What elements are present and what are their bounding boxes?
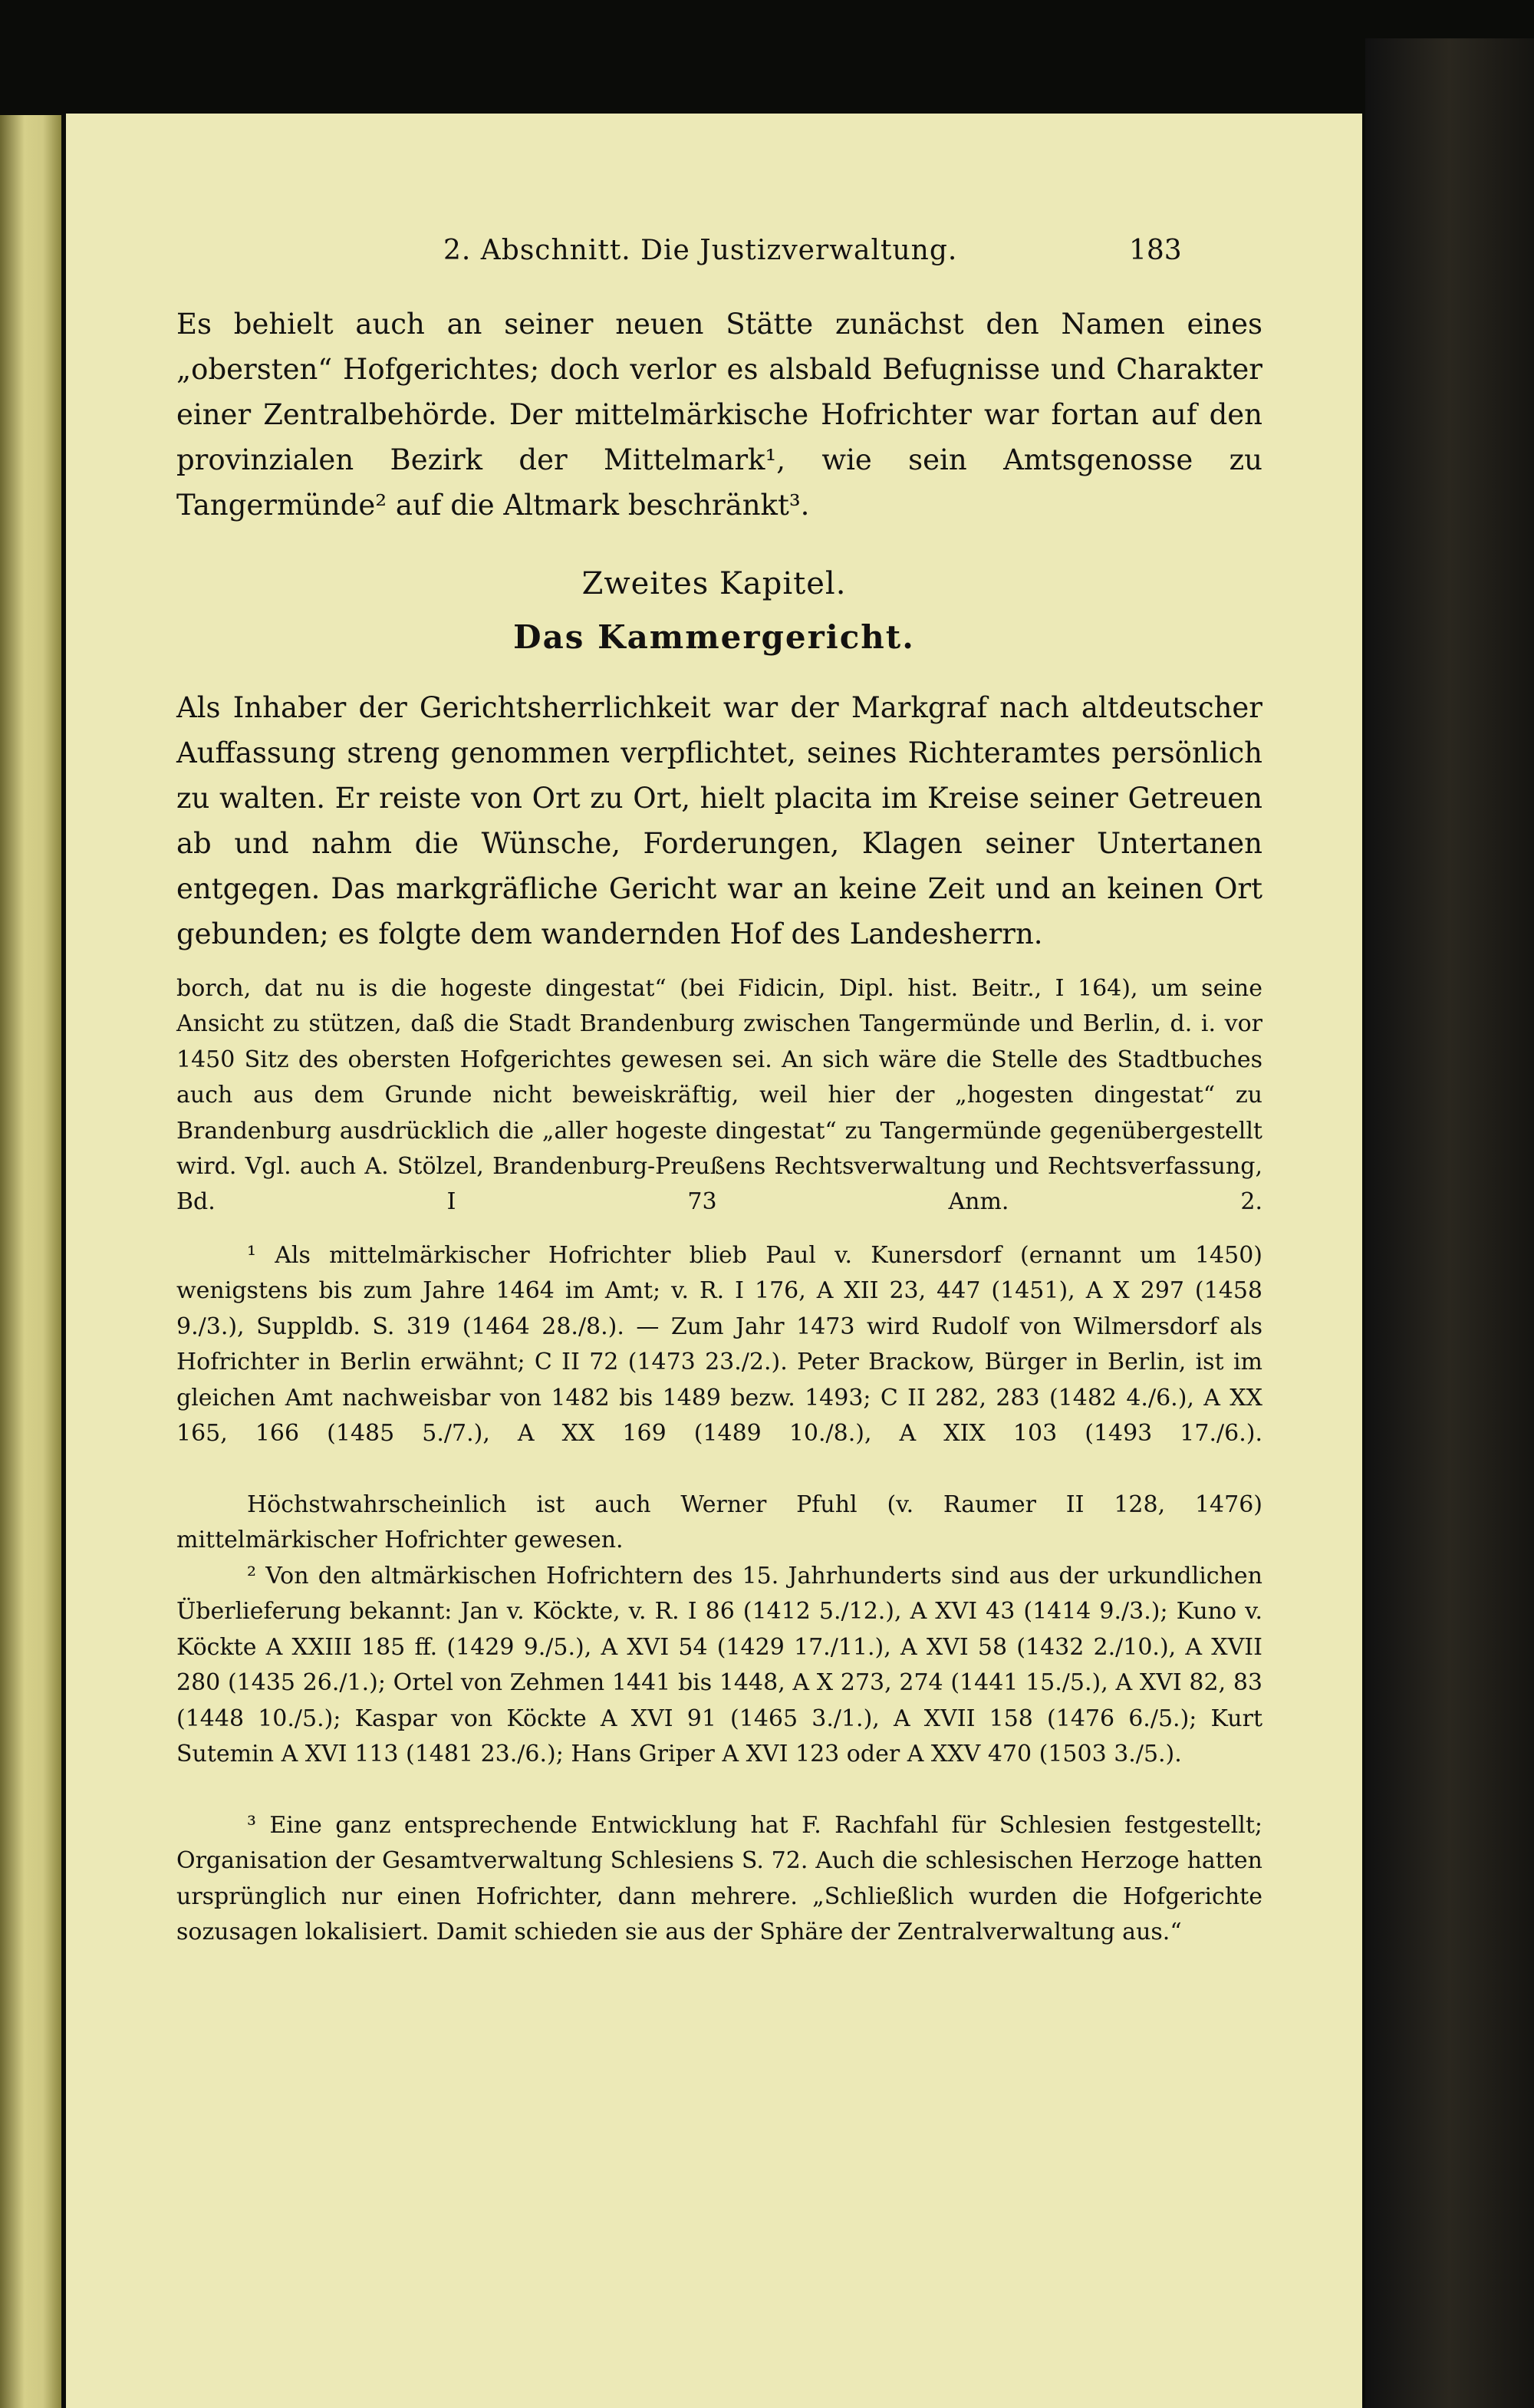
footnote-3: ³ Eine ganz entsprechende Entwicklung hat F. Rachfahl für Schlesien festgestellt; Organisation der Gesamtverwaltung Schlesiens S. 72. Auch die schlesischen Herzoge hatten ursprünglich nur einen Hofrichter, dann mehrere. „Schließlich wurden die Hofgerichte sozusagen lokalisiert. Damit schieden sie aus der Sphäre der Zentralverwaltung aus.“ xyxy=(176,1812,1262,1946)
book-binding xyxy=(1365,38,1534,2408)
running-head: 2. Abschnitt. Die Justizverwaltung. xyxy=(443,235,958,266)
section-title: Das Kammergericht. xyxy=(513,618,915,656)
book-left-page-edge xyxy=(0,115,61,2408)
footnote-2: ² Von den altmärkischen Hofrichtern des 15. Jahrhunderts sind aus der urkundlichen Überlieferung bekannt: Jan v. Köckte, v. R. I 86 (1412 5./12.), A XVI 43 (1414 9./3.); Kuno v. Köckte A XXIII 185 ff. (1429 9./5.), A XVI 54 (1429 17./11.), A XVI 58 (1432 2./10.), A XVII 280 (1435 26./1.); Ortel von Zehmen 1441 bis 1448, A X 273, 274 (1441 15./5.), A XVI 82, 83 (1448 10./5.); Kaspar von Köckte A XVI 91 (1465 3./1.), A XVII 158 (1476 6./5.); Kurt Sutemin A XVI 113 (1481 23./6.); Hans Griper A XVI 123 oder A XXV 470 (1503 3./5.). xyxy=(176,1563,1262,1768)
page-header xyxy=(66,235,1362,268)
intro-paragraph: Es behielt auch an seiner neuen Stätte zunächst den Namen eines „obersten“ Hofgerichtes; doch verlor es alsbald Befugnisse und Charakter einer Zentralbehörde. Der mittelmärkische Hofrichter war fortan auf den provinzialen Bezirk der Mittelmark¹, wie sein Amtsgenosse zu Tangermünde² auf die Altmark beschränkt³. xyxy=(176,308,1262,522)
chapter-heading: Zweites Kapitel. xyxy=(581,566,847,601)
page-number: 183 xyxy=(1129,235,1182,266)
book-page xyxy=(66,114,1362,2408)
footnote-continuation: borch, dat nu is die hogeste dingestat“ (bei Fidicin, Dipl. hist. Beitr., I 164), um seine Ansicht zu stützen, daß die Stadt Brandenburg zwischen Tangermünde und Berlin, d. i. vor 1450 Sitz des obersten Hofgerichtes gewesen sei. An sich wäre die Stelle des Stadtbuches auch aus dem Grunde nicht beweiskräftig, weil hier der „hogesten dingestat“ zu Brandenburg ausdrücklich die „aller hogeste dingestat“ zu Tangermünde gegenübergestellt wird. Vgl. auch A. Stölzel, Brandenburg-Preußens Rechtsverwaltung und Rechtsverfassung, Bd. I 73 Anm. 2. xyxy=(176,975,1262,1216)
footnote-1: ¹ Als mittelmärkischer Hofrichter blieb Paul v. Kunersdorf (ernannt um 1450) wenigstens bis zum Jahre 1464 im Amt; v. R. I 176, A XII 23, 447 (1451), A X 297 (1458 9./3.), Suppldb. S. 319 (1464 28./8.). — Zum Jahr 1473 wird Rudolf von Wilmersdorf als Hofrichter in Berlin erwähnt; C II 72 (1473 23./2.). Peter Brackow, Bürger in Berlin, ist im gleichen Amt nachweisbar von 1482 bis 1489 bezw. 1493; C II 282, 283 (1482 4./6.), A XX 165, 166 (1485 5./7.), A XX 169 (1489 10./8.), A XIX 103 (1493 17./6.). xyxy=(176,1242,1262,1448)
body-paragraph: Als Inhaber der Gerichtsherrlichkeit war der Markgraf nach altdeutscher Auffassung streng genommen verpflichtet, seines Richteramtes persönlich zu walten. Er reiste von Ort zu Ort, hielt placita im Kreise seiner Getreuen ab und nahm die Wünsche, Forderungen, Klagen seiner Untertanen entgegen. Das markgräfliche Gericht war an keine Zeit und an keinen Ort gebunden; es folgte dem wandernden Hof des Landesherrn. xyxy=(176,691,1262,950)
footnote-1-continued: Höchstwahrscheinlich ist auch Werner Pfuhl (v. Raumer II 128, 1476) mittelmärkischer Hofrichter gewesen. xyxy=(176,1491,1262,1554)
